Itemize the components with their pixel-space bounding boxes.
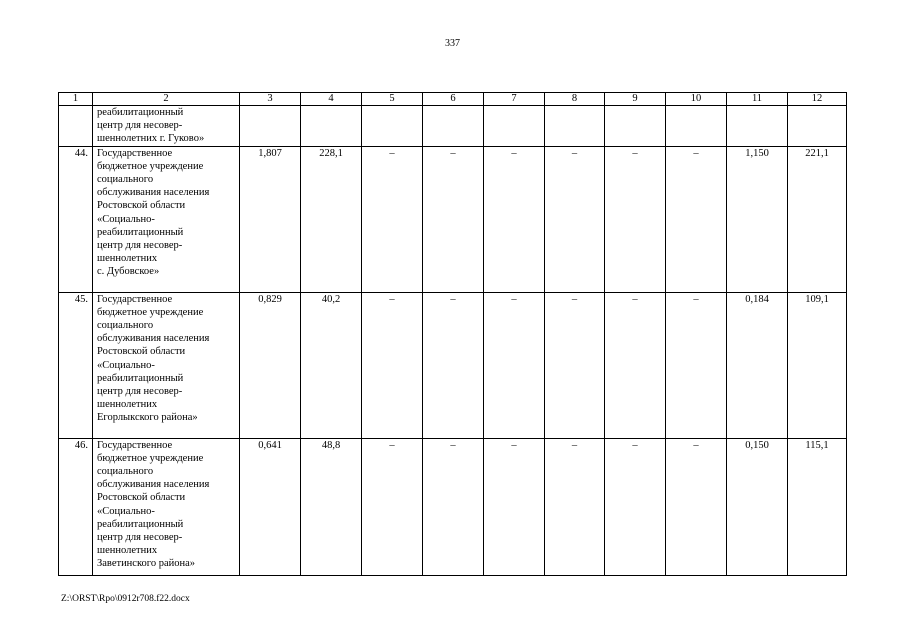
institution-name-cell: реабилитационный центр для несовер- шеннолетних г. Гуково»: [93, 106, 240, 147]
table-cell: [484, 106, 545, 147]
table-cell: [788, 106, 847, 147]
table-cell: –: [545, 438, 605, 575]
row-number-cell: 45.: [59, 292, 93, 438]
table-cell: [423, 106, 484, 147]
table-cell: 115,1: [788, 438, 847, 575]
column-header: 5: [362, 93, 423, 106]
institution-name-cell: Государственное бюджетное учреждение социального обслуживания населения Ростовской области «Социально- реабилитационный центр для несовер- шеннолетних с. Дубовское»: [93, 146, 240, 292]
table-cell: 221,1: [788, 146, 847, 292]
table-cell: –: [423, 438, 484, 575]
table-cell: –: [545, 292, 605, 438]
table-cell: [666, 106, 727, 147]
column-header: 7: [484, 93, 545, 106]
table-cell: –: [362, 438, 423, 575]
table-cell: 0,184: [727, 292, 788, 438]
table-cell: 228,1: [301, 146, 362, 292]
table-cell: 1,150: [727, 146, 788, 292]
table-cell: 1,807: [240, 146, 301, 292]
column-header: 11: [727, 93, 788, 106]
column-header: 10: [666, 93, 727, 106]
table-cell: –: [605, 292, 666, 438]
table-row: [59, 292, 847, 438]
footer-file-path: Z:\ORST\Rpo\0912r708.f22.docx: [61, 594, 190, 604]
table-cell: –: [666, 146, 727, 292]
table-cell: –: [423, 292, 484, 438]
column-header: 6: [423, 93, 484, 106]
column-header: 2: [93, 93, 240, 106]
table-cell: –: [484, 438, 545, 575]
table-cell: 109,1: [788, 292, 847, 438]
table-cell: 40,2: [301, 292, 362, 438]
table-cell: –: [666, 292, 727, 438]
table-cell: –: [666, 438, 727, 575]
table-cell: –: [605, 438, 666, 575]
table-cell: –: [423, 146, 484, 292]
table-cell: –: [362, 146, 423, 292]
table-cell: 0,829: [240, 292, 301, 438]
table-cell: 48,8: [301, 438, 362, 575]
table-cell: –: [362, 292, 423, 438]
data-table: [58, 92, 847, 576]
table-header-row: [59, 93, 847, 106]
institution-name-cell: Государственное бюджетное учреждение социального обслуживания населения Ростовской области «Социально- реабилитационный центр для несовер- шеннолетних Заветинского района»: [93, 438, 240, 575]
table-cell: –: [605, 146, 666, 292]
table-row: [59, 438, 847, 575]
row-number-cell: 46.: [59, 438, 93, 575]
table-cell: [362, 106, 423, 147]
table-cell: [240, 106, 301, 147]
page-number: 337: [445, 38, 460, 49]
column-header: 12: [788, 93, 847, 106]
table-row: [59, 106, 847, 147]
table-cell: 0,150: [727, 438, 788, 575]
table-cell: –: [545, 146, 605, 292]
column-header: 9: [605, 93, 666, 106]
row-number-cell: 44.: [59, 146, 93, 292]
column-header: 8: [545, 93, 605, 106]
table-cell: [727, 106, 788, 147]
table-cell: [605, 106, 666, 147]
row-number-cell: [59, 106, 93, 147]
data-table-container: [58, 92, 847, 576]
table-cell: [301, 106, 362, 147]
column-header: 4: [301, 93, 362, 106]
table-row: [59, 146, 847, 292]
table-cell: [545, 106, 605, 147]
column-header: 1: [59, 93, 93, 106]
table-cell: –: [484, 146, 545, 292]
institution-name-cell: Государственное бюджетное учреждение социального обслуживания населения Ростовской области «Социально- реабилитационный центр для несовер- шеннолетних Егорлыкского района»: [93, 292, 240, 438]
table-cell: –: [484, 292, 545, 438]
table-cell: 0,641: [240, 438, 301, 575]
column-header: 3: [240, 93, 301, 106]
